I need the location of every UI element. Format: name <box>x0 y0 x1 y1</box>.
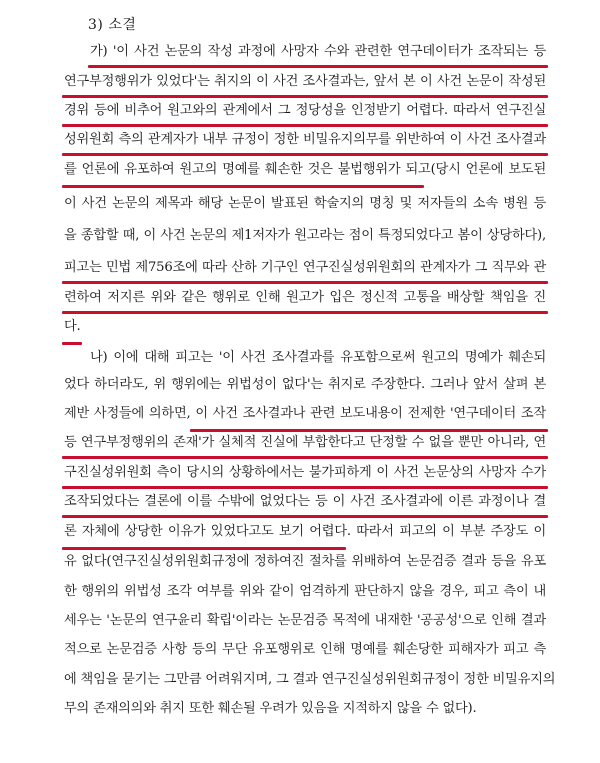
paragraph-ga-line: 다. <box>64 319 81 334</box>
paragraph-ga-line: 가) '이 사건 논문의 작성 과정에 사망자 수와 관련한 연구데이터가 조작되는 등 <box>90 42 546 62</box>
red-underline <box>62 185 424 188</box>
red-underline <box>62 547 346 550</box>
section-heading: 3) 소결 <box>88 17 137 33</box>
paragraph-na-line: 조작되었다는 결론에 이를 수밖에 없었다는 등 이 사건 조사결과에 이른 과정이나 결 <box>64 492 546 512</box>
paragraph-na-line: 에 책임을 묻기는 그만큼 어려워지며, 그 결과 연구진실성위원회규정이 정한 비밀유지의 <box>64 672 556 687</box>
paragraph-na-line: 한 행위의 위법성 조각 여부를 위와 같이 엄격하게 판단하지 않을 경우, 피고 측이 내 <box>64 584 546 599</box>
paragraph-ga-line: 련하여 저지른 위와 같은 행위로 인해 원고가 입은 정신적 고통을 배상할 책임을 진 <box>64 288 546 308</box>
paragraph-ga-line: 성위원회 측의 관계자가 내부 규정이 정한 비밀유지의무를 위반하여 이 사건 조사결과 <box>64 130 546 150</box>
paragraph-na-line: 었다 하더라도, 위 행위에는 위법성이 없다'는 취지로 주장한다. 그러나 앞서 살펴 본 <box>64 377 546 392</box>
paragraph-na-line: 유 없다(연구진실성위원회규정에 정하여진 절차를 위배하여 논문검증 결과 등을 유포 <box>64 554 546 569</box>
paragraph-ga-line: 이 사건 논문의 제목과 해당 논문이 발표된 학술지의 명칭 및 저자들의 소속 병원 등 <box>64 196 546 211</box>
paragraph-na-line: 등 연구부정행위의 존재'가 실체적 진실에 부합한다고 단정할 수 없을 뿐만 아니라, 연 <box>64 433 546 453</box>
paragraph-na-line: 제반 사정들에 의하면, 이 사건 조사결과나 관련 보도내용이 전제한 '연구데이터 조작 <box>64 406 546 421</box>
paragraph-ga-line: 연구부정행위가 있었다'는 취지의 이 사건 조사결과는, 앞서 본 이 사건 논문이 작성된 <box>64 72 546 92</box>
paragraph-ga-line: 을 종합할 때, 이 사건 논문의 제1저자가 원고라는 점이 특정되었다고 봄이 상당하다), <box>64 228 546 243</box>
paragraph-ga-line: 를 언론에 유포하여 원고의 명예를 훼손한 것은 불법행위가 되고(당시 언론에 보도된 <box>64 162 546 177</box>
paragraph-na-line: 구진실성위원회 측이 당시의 상황하에서는 불가피하게 이 사건 논문상의 사망자 수가 <box>64 463 546 483</box>
red-underline <box>190 429 548 432</box>
red-underline <box>62 342 82 345</box>
paragraph-na-line: 론 자체에 상당한 이유가 있었다고도 보기 어렵다. 따라서 피고의 이 부분 주장도 이 <box>64 524 546 539</box>
paragraph-na-line: 세우는 '논문의 연구윤리 확립'이라는 논문검증 목적에 내재한 '공공성'으로 인해 결과 <box>64 613 546 628</box>
paragraph-na-line: 적으로 논문검증 사항 등의 무단 유포행위로 인해 명예를 훼손당한 피해자가 피고 측 <box>64 642 546 657</box>
paragraph-na-line: 나) 이에 대해 피고는 '이 사건 조사결과를 유포함으로써 원고의 명예가 훼손되 <box>90 350 546 365</box>
paragraph-ga-line: 피고는 민법 제756조에 따라 산하 기구인 연구진실성위원회의 관계자가 그 직무와 관 <box>64 258 546 278</box>
paragraph-na-line: 무의 존재의의와 취지 또한 훼손될 우려가 있음을 지적하지 않을 수 없다). <box>64 701 477 716</box>
paragraph-ga-line: 경위 등에 비추어 원고와의 관계에서 그 정당성을 인정받기 어렵다. 따라서 연구진실 <box>64 101 546 121</box>
